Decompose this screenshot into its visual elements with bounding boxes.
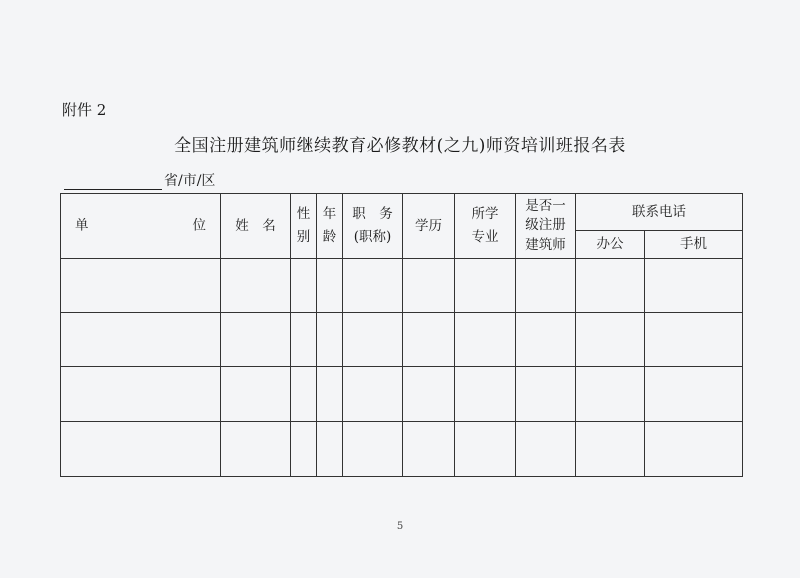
cell-unit[interactable]: [61, 259, 221, 313]
cell-unit[interactable]: [61, 367, 221, 422]
cell-gender[interactable]: [291, 259, 317, 313]
cell-unit[interactable]: [61, 422, 221, 477]
cell-major[interactable]: [455, 259, 516, 313]
cell-mobile-phone[interactable]: [645, 367, 743, 422]
cell-age[interactable]: [317, 259, 343, 313]
cell-registered[interactable]: [516, 367, 576, 422]
cell-office-phone[interactable]: [576, 313, 645, 367]
cell-gender[interactable]: [291, 422, 317, 477]
cell-education[interactable]: [403, 422, 455, 477]
region-label: 省/市/区: [164, 173, 216, 189]
cell-office-phone[interactable]: [576, 259, 645, 313]
header-registered-architect: 是否一 级注册 建筑师: [516, 194, 576, 259]
cell-age[interactable]: [317, 313, 343, 367]
cell-name[interactable]: [221, 367, 291, 422]
header-major: 所学 专业: [455, 194, 516, 259]
cell-mobile-phone[interactable]: [645, 313, 743, 367]
header-gender: 性 别: [291, 194, 317, 259]
cell-major[interactable]: [455, 422, 516, 477]
form-title: 全国注册建筑师继续教育必修教材(之九)师资培训班报名表: [174, 136, 626, 156]
cell-mobile-phone[interactable]: [645, 259, 743, 313]
page-number: 5: [396, 521, 404, 532]
cell-gender[interactable]: [291, 313, 317, 367]
table-row: [61, 313, 743, 367]
cell-unit[interactable]: [61, 313, 221, 367]
attachment-label: 附件 2: [62, 101, 107, 119]
header-age: 年 龄: [317, 194, 343, 259]
cell-major[interactable]: [455, 313, 516, 367]
region-field: [64, 170, 215, 190]
header-name: 姓 名: [221, 194, 291, 259]
cell-age[interactable]: [317, 422, 343, 477]
registration-table: [60, 193, 743, 477]
header-education: 学历: [403, 194, 455, 259]
cell-registered[interactable]: [516, 422, 576, 477]
table-row: [61, 422, 743, 477]
cell-gender[interactable]: [291, 367, 317, 422]
cell-education[interactable]: [403, 367, 455, 422]
header-unit: 单 位: [61, 194, 221, 259]
cell-office-phone[interactable]: [576, 367, 645, 422]
cell-major[interactable]: [455, 367, 516, 422]
header-contact-phone: 联系电话: [576, 194, 743, 231]
cell-position[interactable]: [343, 313, 403, 367]
cell-education[interactable]: [403, 259, 455, 313]
cell-name[interactable]: [221, 259, 291, 313]
header-office-phone: 办公: [576, 231, 645, 259]
cell-position[interactable]: [343, 422, 403, 477]
cell-name[interactable]: [221, 422, 291, 477]
header-mobile-phone: 手机: [645, 231, 743, 259]
cell-registered[interactable]: [516, 313, 576, 367]
cell-name[interactable]: [221, 313, 291, 367]
cell-position[interactable]: [343, 367, 403, 422]
cell-education[interactable]: [403, 313, 455, 367]
header-position: 职 务 (职称): [343, 194, 403, 259]
cell-office-phone[interactable]: [576, 422, 645, 477]
cell-position[interactable]: [343, 259, 403, 313]
cell-registered[interactable]: [516, 259, 576, 313]
cell-mobile-phone[interactable]: [645, 422, 743, 477]
region-blank-line[interactable]: [64, 172, 162, 190]
cell-age[interactable]: [317, 367, 343, 422]
table-row: [61, 259, 743, 313]
table-row: [61, 367, 743, 422]
